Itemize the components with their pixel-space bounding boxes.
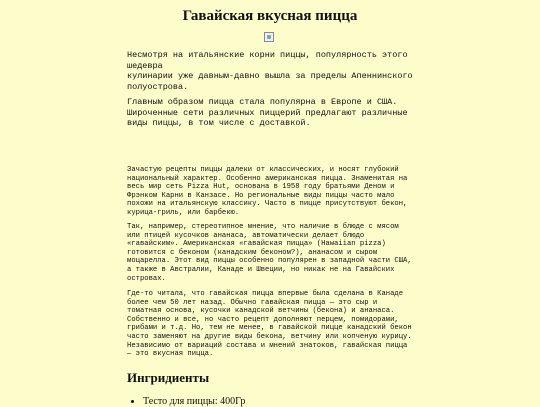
body-paragraph-2 <box>127 223 413 283</box>
intro-text-1: Несмотря на итальянские корни пиццы, популярность этого шедевра кулинарии уже давным-давно вышла за пределы Апеннинского полуострова. <box>127 50 413 92</box>
ingredients-list <box>127 396 245 407</box>
page-title: Гавайская вкусная пицца <box>182 8 358 24</box>
intro-text-2: Главным образом пицца стала популярна в Европе и США. Широченные сети различных пиццерий предлагают различные виды пиццы, в том числе с доставкой. <box>127 97 408 128</box>
intro-paragraph-1 <box>127 50 413 92</box>
body-text-3: Где-то читала, что гавайская пицца впервые была сделана в Канаде более чем 50 лет назад. Обычно гавайская пицца — это сыр и томатная основа, кусочки канадской ветчины (бекона) и ананаса. Собственно и все, но часто рецепт дополняют перцем, помидорами, грибами и т.д. Но, тем не менее, в гавайской пицце канадский бекон часто заменяют на другие виды бекона, ветчину или копченую курицу. Независимо от вариаций состава и мнений знатоков, гавайская пицца — это вкусная пицца. <box>127 290 412 359</box>
ingredients-heading: Ингридиенты <box>127 370 210 385</box>
list-item: • Тесто для пиццы: 400Гр <box>143 396 245 407</box>
body-text-2: Так, например, стереотипное мнение, что наличие в блюде с мясом или птицей кусочков ананаса, автоматически делает блюдо «гавайским». Американская «гавайская пицца» (Hawaiian pizza) готовится с беконом (канадским беконом?), ананасом и сыром моцарелла. Этот вид пиццы особенно популярен в западной части США, а также в Австралии, Канаде и Швеции, но никак не на Гавайских островах. <box>127 223 412 283</box>
body-paragraph-1 <box>127 166 413 218</box>
body-text-1: Зачастую рецепты пиццы далеки от классических, и носят глубокий национальный характер. Особенно американская пицца. Знаменитая на весь мир сеть Pizza Hut, основана в 1958 году братьями Деном и Фрэнком Карни в Канзасе. Но региональные виды пиццы часто мало похожи на итальянскую классику. Часто в пицце присутствуют бекон, курица-гриль, или барбекю. <box>127 166 408 217</box>
intro-paragraph-2 <box>127 97 413 129</box>
body-paragraph-3 <box>127 290 413 359</box>
broken-image-icon <box>264 32 274 42</box>
